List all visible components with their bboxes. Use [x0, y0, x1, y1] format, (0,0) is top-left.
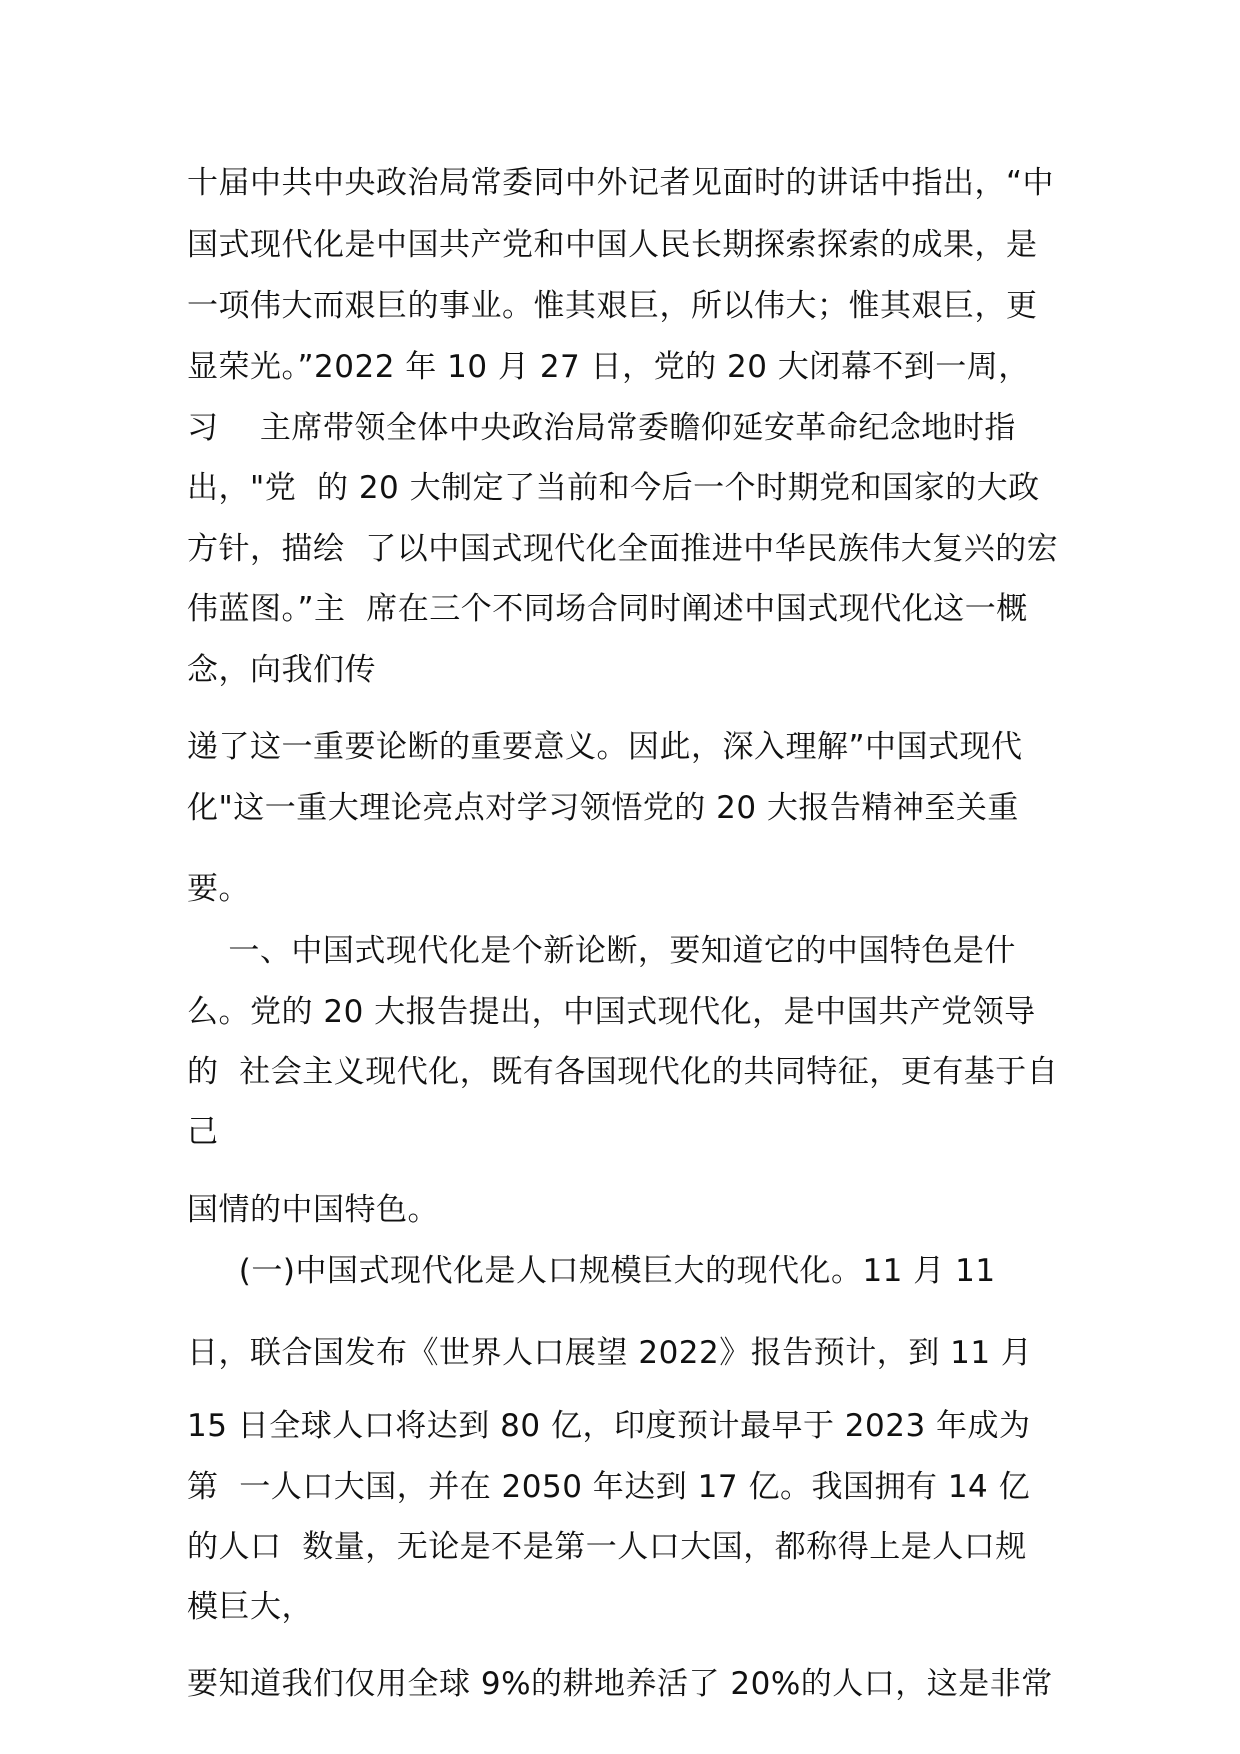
text-line: (一)中国式现代化是人口规模巨大的现代化。11 月 11 — [187, 1253, 996, 1289]
text-line: 要。 — [187, 871, 250, 907]
text-line: 己 — [187, 1114, 219, 1150]
text-line: 的人口 数量，无论是不是第一人口大国，都称得上是人口规 — [187, 1529, 1027, 1565]
text-line: 出，"党 的 20 大制定了当前和今后一个时期党和国家的大政 — [187, 470, 1040, 506]
text-line: 15 日全球人口将达到 80 亿，印度预计最早于 2023 年成为 — [187, 1408, 1031, 1444]
text-line: 习 主席带领全体中央政治局常委瞻仰延安革命纪念地时指 — [187, 410, 1016, 446]
text-line: 第 一人口大国，并在 2050 年达到 17 亿。我国拥有 14 亿 — [187, 1469, 1031, 1505]
text-line: 模巨大， — [187, 1589, 313, 1625]
text-line: 要知道我们仅用全球 9%的耕地养活了 20%的人口，这是非常 — [187, 1666, 1053, 1702]
text-line: 方针，描绘 了以中国式现代化全面推进中华民族伟大复兴的宏 — [187, 531, 1059, 567]
text-line: 化"这一重大理论亮点对学习领悟党的 20 大报告精神至关重 — [187, 790, 1019, 826]
text-line: 念，向我们传 — [187, 652, 376, 688]
text-line: 日，联合国发布《世界人口展望 2022》报告预计，到 11 月 — [187, 1335, 1033, 1371]
text-line: 国式现代化是中国共产党和中国人民长期探索探索的成果，是 — [187, 227, 1038, 263]
text-line: 的 社会主义现代化，既有各国现代化的共同特征，更有基于自 — [187, 1054, 1059, 1090]
text-line: 递了这一重要论断的重要意义。因此，深入理解”中国式现代 — [187, 729, 1023, 765]
text-line: 十届中共中央政治局常委同中外记者见面时的讲话中指出，“中 — [187, 165, 1055, 201]
text-line: 一、中国式现代化是个新论断，要知道它的中国特色是什 — [187, 933, 1016, 969]
text-line: 么。党的 20 大报告提出，中国式现代化，是中国共产党领导 — [187, 994, 1036, 1030]
text-line: 国情的中国特色。 — [187, 1192, 439, 1228]
text-line: 伟蓝图。”主 席在三个不同场合同时阐述中国式现代化这一概 — [187, 591, 1028, 627]
text-line: 显荣光。”2022 年 10 月 27 日，党的 20 大闭幕不到一周， — [187, 349, 1030, 385]
text-line: 一项伟大而艰巨的事业。惟其艰巨，所以伟大；惟其艰巨，更 — [187, 288, 1038, 324]
